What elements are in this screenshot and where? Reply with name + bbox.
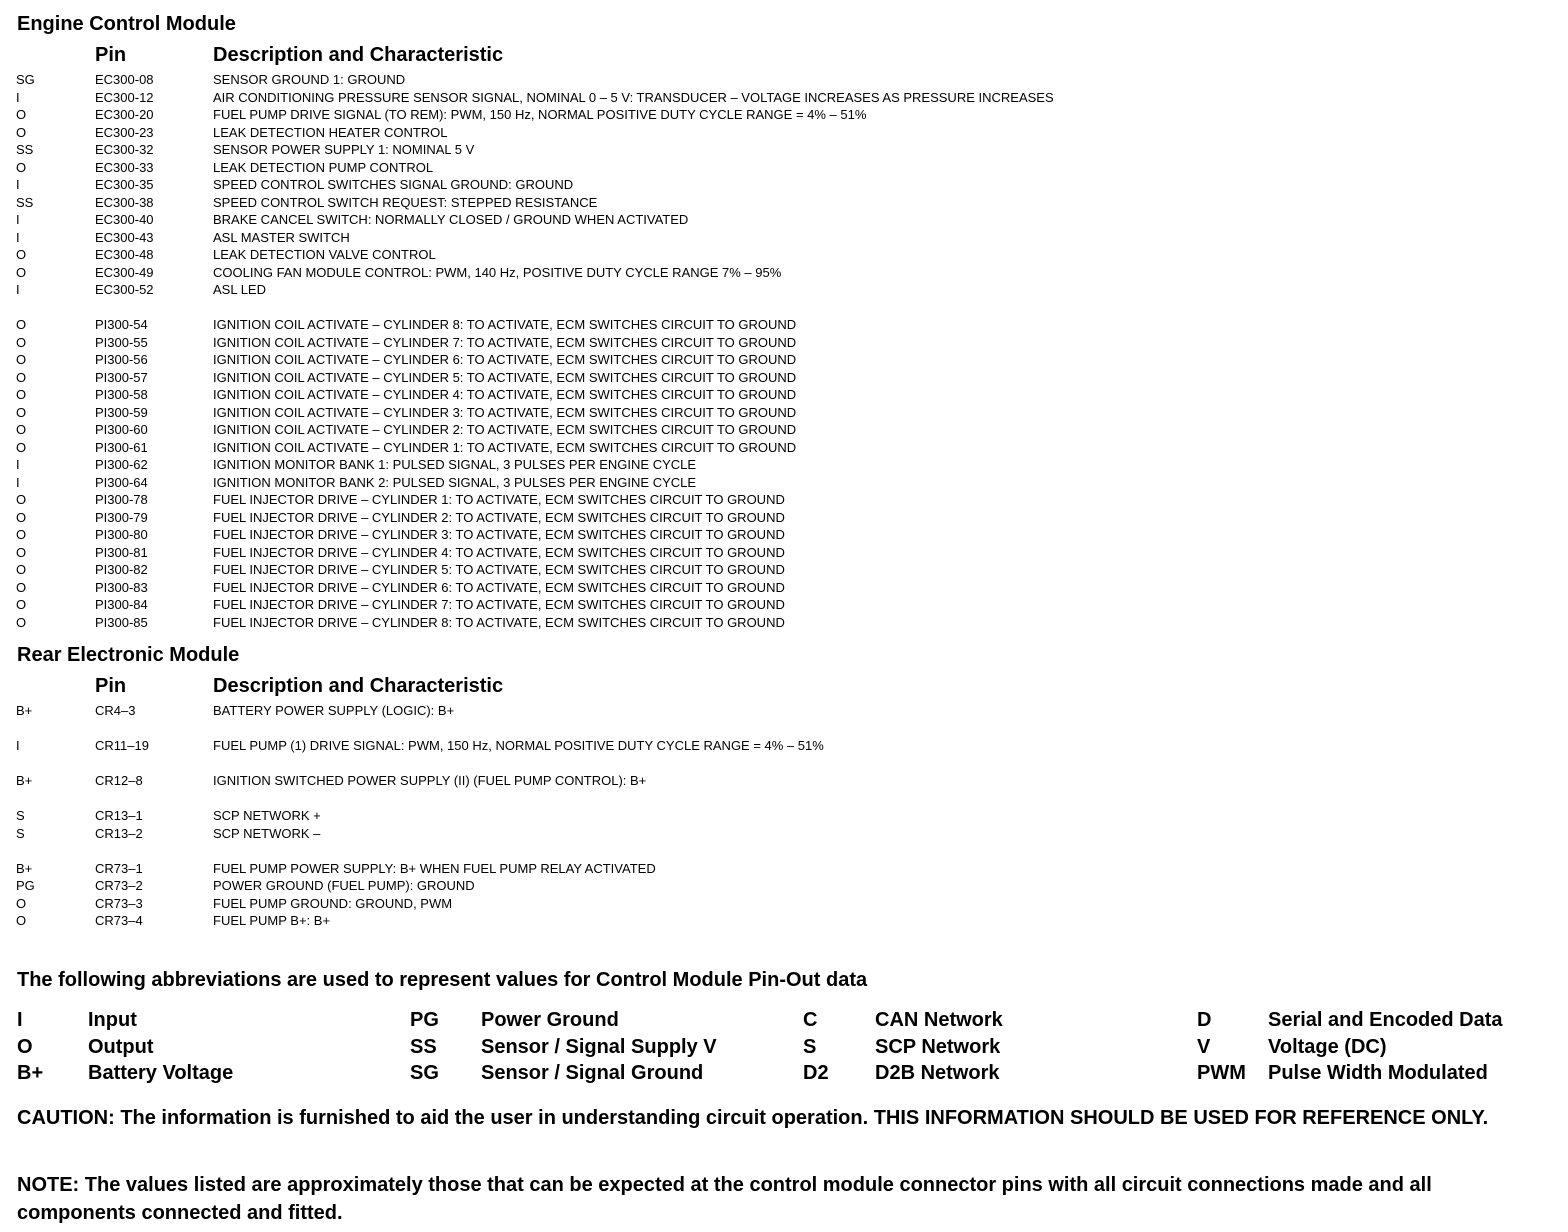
pin-type: O <box>16 387 27 402</box>
abbreviation-code: B+ <box>17 1062 44 1084</box>
pin-description: BRAKE CANCEL SWITCH: NORMALLY CLOSED / GROUND WHEN ACTIVATED <box>213 212 689 227</box>
pin-id: PI300-80 <box>95 527 148 542</box>
pin-row <box>0 421 1300 438</box>
abbreviation-meaning: D2B Network <box>875 1062 1000 1084</box>
pin-row <box>0 596 1300 613</box>
pin-id: EC300-48 <box>95 247 154 262</box>
pin-row <box>0 246 1300 263</box>
pin-description: ASL MASTER SWITCH <box>213 229 350 245</box>
abbreviation-meaning: Sensor / Signal Supply V <box>481 1036 717 1058</box>
pin-type: O <box>16 352 27 367</box>
abbreviation-code: PG <box>410 1009 439 1031</box>
pin-type: I <box>16 282 20 297</box>
pin-type: O <box>16 422 27 437</box>
abbreviation-meaning: Battery Voltage <box>88 1062 234 1084</box>
abbreviation-code: D <box>1197 1009 1212 1031</box>
pin-id: EC300-20 <box>95 107 154 122</box>
pin-type: O <box>16 597 27 612</box>
abbreviation-code: S <box>803 1036 817 1058</box>
pin-id: CR12–8 <box>95 773 143 788</box>
abbreviation-meaning: Sensor / Signal Ground <box>481 1062 704 1084</box>
pin-row <box>0 106 1300 123</box>
pin-type: I <box>16 474 20 490</box>
pin-description: IGNITION MONITOR BANK 2: PULSED SIGNAL, 3 PULSES PER ENGINE CYCLE <box>213 474 697 490</box>
pin-id: PI300-81 <box>95 544 148 560</box>
pin-id: CR73–2 <box>95 878 143 893</box>
ecm-desc-header: Description and Characteristic <box>213 44 504 66</box>
pin-type: O <box>16 439 27 455</box>
pin-row <box>0 877 1300 894</box>
pin-row <box>0 860 1300 877</box>
pin-type: B+ <box>16 773 33 788</box>
pin-id: CR73–1 <box>95 860 143 876</box>
pin-row <box>0 141 1300 158</box>
pin-id: CR4–3 <box>95 703 136 718</box>
pin-description: SENSOR POWER SUPPLY 1: NOMINAL 5 V <box>213 142 475 157</box>
abbreviation-code: C <box>803 1009 818 1031</box>
pin-description: FUEL INJECTOR DRIVE – CYLINDER 2: TO ACTIVATE, ECM SWITCHES CIRCUIT TO GROUND <box>213 509 785 525</box>
pin-type: O <box>16 913 27 928</box>
pin-row <box>0 369 1300 386</box>
pin-description: BATTERY POWER SUPPLY (LOGIC): B+ <box>213 703 455 718</box>
pin-type: PG <box>16 878 35 893</box>
pin-type: B+ <box>16 860 33 876</box>
pin-type: O <box>16 895 27 911</box>
pin-id: EC300-38 <box>95 194 154 210</box>
pin-description: IGNITION COIL ACTIVATE – CYLINDER 3: TO ACTIVATE, ECM SWITCHES CIRCUIT TO GROUND <box>213 404 797 420</box>
pin-type: SS <box>16 142 34 157</box>
pin-row <box>0 89 1300 106</box>
pin-row <box>0 474 1300 491</box>
pin-id: EC300-35 <box>95 177 154 192</box>
pin-id: EC300-52 <box>95 282 154 297</box>
pin-description: LEAK DETECTION PUMP CONTROL <box>213 159 434 175</box>
pin-row <box>0 71 1300 88</box>
pin-type: I <box>16 212 20 227</box>
pin-type: SG <box>16 72 35 87</box>
pin-id: PI300-82 <box>95 562 148 577</box>
abbreviation-meaning: Voltage (DC) <box>1268 1036 1387 1058</box>
pin-type: B+ <box>16 703 33 718</box>
pin-type: S <box>16 808 25 823</box>
pin-type: O <box>16 492 27 507</box>
pin-description: FUEL INJECTOR DRIVE – CYLINDER 8: TO ACTIVATE, ECM SWITCHES CIRCUIT TO GROUND <box>213 614 785 630</box>
pin-type: O <box>16 264 27 280</box>
pin-row <box>0 439 1300 456</box>
pin-type: O <box>16 159 27 175</box>
pin-type: O <box>16 247 27 262</box>
pin-description: IGNITION COIL ACTIVATE – CYLINDER 8: TO ACTIVATE, ECM SWITCHES CIRCUIT TO GROUND <box>213 317 797 332</box>
pin-description: FUEL PUMP DRIVE SIGNAL (TO REM): PWM, 150 Hz, NORMAL POSITIVE DUTY CYCLE RANGE = 4% – 51% <box>213 107 867 122</box>
pin-row <box>0 264 1300 281</box>
abbreviation-meaning: Pulse Width Modulated <box>1268 1062 1488 1084</box>
abbreviation-meaning: Input <box>88 1009 137 1031</box>
pin-type: O <box>16 404 27 420</box>
pin-row <box>0 895 1300 912</box>
pin-description: LEAK DETECTION HEATER CONTROL <box>213 124 448 140</box>
pin-id: PI300-55 <box>95 334 148 350</box>
abbreviation-code: O <box>17 1036 33 1058</box>
pin-type: O <box>16 527 27 542</box>
pin-id: CR13–2 <box>95 825 143 841</box>
pin-type: O <box>16 124 27 140</box>
ecm-pin-header: Pin <box>95 44 127 66</box>
pin-type: O <box>16 509 27 525</box>
pin-id: PI300-64 <box>95 474 148 490</box>
pin-description: IGNITION MONITOR BANK 1: PULSED SIGNAL, 3 PULSES PER ENGINE CYCLE <box>213 457 697 472</box>
pin-id: PI300-59 <box>95 404 148 420</box>
pin-description: IGNITION SWITCHED POWER SUPPLY (II) (FUEL PUMP CONTROL): B+ <box>213 773 647 788</box>
pin-description: IGNITION COIL ACTIVATE – CYLINDER 1: TO ACTIVATE, ECM SWITCHES CIRCUIT TO GROUND <box>213 439 797 455</box>
pin-row <box>0 211 1300 228</box>
pin-row <box>0 526 1300 543</box>
rem-desc-header: Description and Characteristic <box>213 675 504 697</box>
pin-description: COOLING FAN MODULE CONTROL: PWM, 140 Hz, POSITIVE DUTY CYCLE RANGE 7% – 95% <box>213 264 782 280</box>
pin-row <box>0 825 1300 842</box>
pin-description: FUEL INJECTOR DRIVE – CYLINDER 7: TO ACTIVATE, ECM SWITCHES CIRCUIT TO GROUND <box>213 597 785 612</box>
pin-row <box>0 334 1300 351</box>
pin-row <box>0 772 1300 789</box>
rem-pin-header: Pin <box>95 675 127 697</box>
abbreviation-code: SS <box>410 1036 437 1058</box>
pin-row <box>0 351 1300 368</box>
pin-id: EC300-32 <box>95 142 154 157</box>
pin-row <box>0 737 1300 754</box>
pin-description: ASL LED <box>213 282 266 297</box>
pin-description: SPEED CONTROL SWITCHES SIGNAL GROUND: GROUND <box>213 177 574 192</box>
rem-title: Rear Electronic Module <box>17 644 240 666</box>
pin-description: FUEL INJECTOR DRIVE – CYLINDER 4: TO ACTIVATE, ECM SWITCHES CIRCUIT TO GROUND <box>213 544 785 560</box>
abbreviation-code: PWM <box>1197 1062 1246 1084</box>
pin-description: LEAK DETECTION VALVE CONTROL <box>213 247 436 262</box>
pin-description: SENSOR GROUND 1: GROUND <box>213 72 406 87</box>
pin-type: I <box>16 89 20 105</box>
pin-description: FUEL PUMP (1) DRIVE SIGNAL: PWM, 150 Hz, NORMAL POSITIVE DUTY CYCLE RANGE = 4% – 51% <box>213 738 824 753</box>
pin-id: PI300-78 <box>95 492 148 507</box>
caution-text: CAUTION: The information is furnished to aid the user in understanding circuit operation. THIS INFORMATION SHOULD BE USED FOR REFERENCE ONLY. <box>17 1107 1489 1129</box>
abbreviation-meaning: Output <box>88 1036 154 1058</box>
pin-description: IGNITION COIL ACTIVATE – CYLINDER 4: TO ACTIVATE, ECM SWITCHES CIRCUIT TO GROUND <box>213 387 797 402</box>
pin-id: CR73–3 <box>95 895 143 911</box>
pin-id: PI300-61 <box>95 439 148 455</box>
pin-row <box>0 702 1300 719</box>
pin-type: O <box>16 579 27 595</box>
pin-type: O <box>16 317 27 332</box>
abbreviation-code: SG <box>410 1062 439 1084</box>
pin-id: EC300-08 <box>95 72 154 87</box>
pin-row <box>0 159 1300 176</box>
pin-description: SCP NETWORK + <box>213 808 321 823</box>
ecm-title: Engine Control Module <box>17 13 236 35</box>
pin-type: O <box>16 369 27 385</box>
pin-type: I <box>16 229 20 245</box>
pin-type: S <box>16 825 25 841</box>
pin-id: CR13–1 <box>95 808 143 823</box>
pin-type: I <box>16 457 20 472</box>
pin-id: PI300-79 <box>95 509 148 525</box>
pin-row <box>0 561 1300 578</box>
pin-description: IGNITION COIL ACTIVATE – CYLINDER 5: TO ACTIVATE, ECM SWITCHES CIRCUIT TO GROUND <box>213 369 797 385</box>
abbreviation-meaning: SCP Network <box>875 1036 1001 1058</box>
pin-row <box>0 386 1300 403</box>
pin-row <box>0 544 1300 561</box>
pin-row <box>0 404 1300 421</box>
pin-id: PI300-85 <box>95 614 148 630</box>
pin-row <box>0 316 1300 333</box>
abbreviation-code: D2 <box>803 1062 829 1084</box>
pin-row <box>0 124 1300 141</box>
pin-row <box>0 491 1300 508</box>
pin-type: O <box>16 107 27 122</box>
pin-row <box>0 176 1300 193</box>
pin-description: IGNITION COIL ACTIVATE – CYLINDER 6: TO ACTIVATE, ECM SWITCHES CIRCUIT TO GROUND <box>213 352 797 367</box>
pin-id: CR11–19 <box>95 738 149 753</box>
pin-id: PI300-54 <box>95 317 148 332</box>
pin-id: EC300-49 <box>95 264 154 280</box>
pin-type: O <box>16 544 27 560</box>
pin-description: IGNITION COIL ACTIVATE – CYLINDER 7: TO ACTIVATE, ECM SWITCHES CIRCUIT TO GROUND <box>213 334 797 350</box>
pin-description: AIR CONDITIONING PRESSURE SENSOR SIGNAL, NOMINAL 0 – 5 V: TRANSDUCER – VOLTAGE INCREASES AS PRESSURE INCREASES <box>213 89 1054 105</box>
pin-row <box>0 912 1300 929</box>
abbreviation-meaning: Serial and Encoded Data <box>1268 1009 1503 1031</box>
pin-id: PI300-62 <box>95 457 148 472</box>
pin-description: FUEL INJECTOR DRIVE – CYLINDER 1: TO ACTIVATE, ECM SWITCHES CIRCUIT TO GROUND <box>213 492 785 507</box>
pin-id: EC300-40 <box>95 212 154 227</box>
pin-row <box>0 229 1300 246</box>
pin-description: FUEL PUMP B+: B+ <box>213 913 331 928</box>
pin-id: PI300-83 <box>95 579 148 595</box>
pin-row <box>0 509 1300 526</box>
abbreviation-meaning: Power Ground <box>481 1009 619 1031</box>
note-text: NOTE: The values listed are approximately those that can be expected at the control module connector pins with all circuit connections made and all components connected and fitted. <box>17 1174 1432 1224</box>
pin-type: I <box>16 738 20 753</box>
pin-description: FUEL INJECTOR DRIVE – CYLINDER 6: TO ACTIVATE, ECM SWITCHES CIRCUIT TO GROUND <box>213 579 785 595</box>
pin-id: PI300-58 <box>95 387 148 402</box>
pin-description: POWER GROUND (FUEL PUMP): GROUND <box>213 878 475 893</box>
pin-row <box>0 281 1300 298</box>
pin-id: PI300-57 <box>95 369 148 385</box>
pin-id: EC300-12 <box>95 89 154 105</box>
abbreviation-code: V <box>1197 1036 1211 1058</box>
pin-type: O <box>16 334 27 350</box>
pin-row <box>0 579 1300 596</box>
pin-description: SPEED CONTROL SWITCH REQUEST: STEPPED RESISTANCE <box>213 194 598 210</box>
pin-description: FUEL PUMP POWER SUPPLY: B+ WHEN FUEL PUMP RELAY ACTIVATED <box>213 860 656 876</box>
pin-type: I <box>16 177 20 192</box>
pin-type: SS <box>16 194 34 210</box>
pin-id: PI300-56 <box>95 352 148 367</box>
pin-id: EC300-23 <box>95 124 154 140</box>
pin-id: EC300-33 <box>95 159 154 175</box>
pin-row <box>0 614 1300 631</box>
pin-description: FUEL INJECTOR DRIVE – CYLINDER 5: TO ACTIVATE, ECM SWITCHES CIRCUIT TO GROUND <box>213 562 785 577</box>
pin-id: PI300-60 <box>95 422 148 437</box>
pin-row <box>0 807 1300 824</box>
pin-description: FUEL PUMP GROUND: GROUND, PWM <box>213 895 453 911</box>
pin-id: EC300-43 <box>95 229 154 245</box>
pin-row <box>0 194 1300 211</box>
pin-description: SCP NETWORK – <box>213 825 321 841</box>
abbreviation-meaning: CAN Network <box>875 1009 1003 1031</box>
pin-description: FUEL INJECTOR DRIVE – CYLINDER 3: TO ACTIVATE, ECM SWITCHES CIRCUIT TO GROUND <box>213 527 785 542</box>
pin-description: IGNITION COIL ACTIVATE – CYLINDER 2: TO ACTIVATE, ECM SWITCHES CIRCUIT TO GROUND <box>213 422 797 437</box>
pin-id: CR73–4 <box>95 913 143 928</box>
pin-type: O <box>16 614 27 630</box>
pin-row <box>0 456 1300 473</box>
pin-id: PI300-84 <box>95 597 148 612</box>
abbreviation-code: I <box>17 1009 23 1031</box>
abbreviations-title: The following abbreviations are used to represent values for Control Module Pin-Out data <box>17 969 868 991</box>
pin-type: O <box>16 562 27 577</box>
